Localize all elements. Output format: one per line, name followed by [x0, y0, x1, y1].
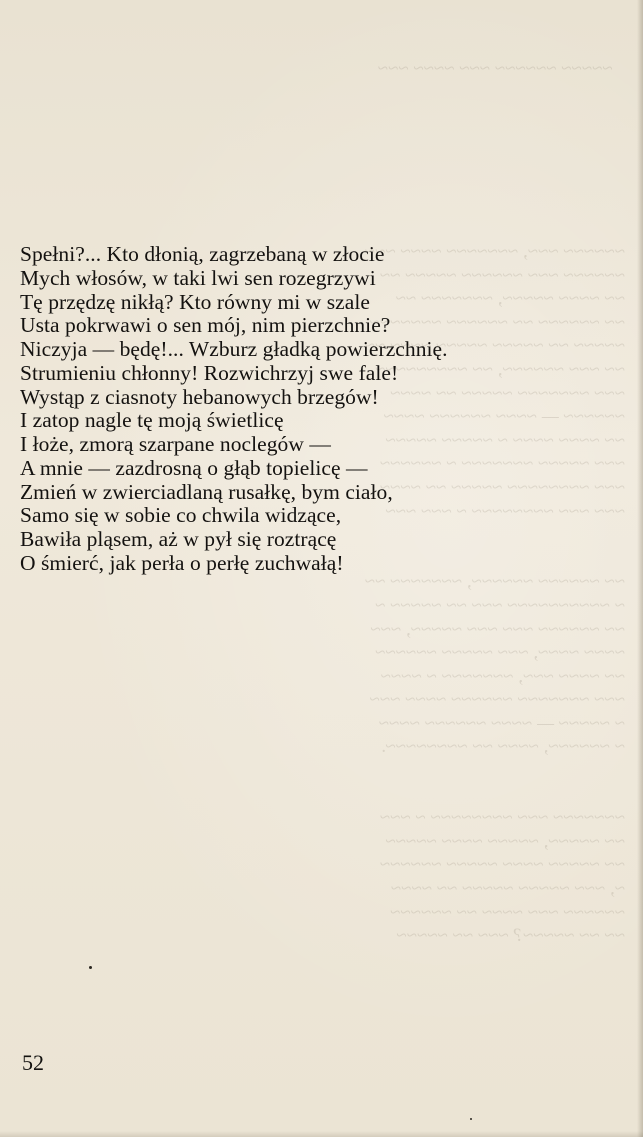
bleed-through-top: ~~~~~ ~~~~~~ ~~~ ~~~~ ~~~ — [378, 58, 613, 79]
poem-stanza — [20, 243, 448, 576]
bleed-through-text: ~~~~~~ ~~~, ~~~~~~~ ~~~~ ~~~ ~~~~~~ ~~~ ~~~~~~ ~~~~~ ~~ ~~ ~~~~ ~~~~~, ~~~~~~~ ~~ ~~ ~~~~~~ ~~ ~~~~~~ ~~~~~~~ ~~~~~ ~~ ~~~~~ ~~~~~ ~~~~ ~~ ~~ ~~~ ~~~~~~, ~~ ~~~~~~~~~ ~~~ ~~~~~~~ ~~~~~ ~~ ~~~~ ~~~~~~ — ~~~~ ~~~~~~ ~~~~ ~~ ~~~~ ~~~~ ~ ~~~~~ ~~~~~ ~~~ ~~~~~ ~~~~~~~ ~ ~~~~~~ ~~~ ~~~~~~~~ ~~~~~ ~~ ~~~~ ~~~ ~~~ ~~~~~~~~ ~ ~~~ ~~~ ~~ ~~~~~~ ~~~~~~, ~~~~~~~ ~~ ~ ~~~~~~~~~~ ~~~ ~~ ~~~~~ ~ ~~ ~~~~~~ ~~~ ~~~ ~~~~~, ~~~ ~~~~ ~~~~, ~~~ ~~~~~ ~~~~~~ ~~ ~~~~ ~~~, ~~~~~~~ ~ ~~~~ ~~~ ~~~~~~~ ~~~~~~ ~~~~ ~~~ ~ ~~~~~ — ~~~~ ~~~~~~ ~~~~ ~ ~~~~~~, ~~~~ ~~ ~~~~~~~~. ~~~~~~~ ~~~ ~~~~~~~~ ~ ~~~ ~~ ~~~~~, ~~~~~ ~~~~ ~~~~~ ~~ ~~~~~ ~~~~ ~~~~~ ~~~~~~ ~, ~~~ ~~~~~ ~~~~~ ~~ ~~~~ ~~~~~~ ~~~ ~~~~ ~~ ~~~~~~ ~~ ~~ ~~~~~? ~~~ ~~ ~~~~~ — [364, 241, 625, 947]
ink-speck — [89, 966, 92, 969]
poem-line: I zatop nagle tę moją świetlicę — [20, 408, 284, 433]
poem-line: Strumieniu chłonny! Rozwichrzyj swe fale! — [20, 360, 399, 385]
page-number: 52 — [22, 1050, 44, 1075]
poem-line: A mnie — zazdrosną o głąb topielicę — — [20, 455, 368, 480]
poem-line: Samo się w sobie co chwila widzące, — [20, 503, 342, 528]
poem-line: Wystąp z ciasnoty hebanowych brzegów! — [20, 384, 379, 409]
poem-line: Tę przędzę nikłą? Kto równy mi w szale — [20, 289, 370, 314]
poem-line: Usta pokrwawi o sen mój, nim pierzchnie? — [20, 313, 391, 338]
poem-line: O śmierć, jak perła o perłę zuchwałą! — [20, 550, 344, 575]
poem-line: Spełni?... Kto dłonią, zagrzebaną w złocie — [20, 242, 385, 266]
poem-line: Zmień w zwierciadlaną rusałkę, bym ciało, — [20, 479, 393, 504]
poem-line: Niczyja — będę!... Wzburz gładką powierzchnię. — [20, 337, 448, 361]
page-edge-shadow — [637, 0, 643, 1137]
poem-line: Bawiła pląsem, aż w pył się roztrącę — [20, 527, 337, 551]
poem-line: I łoże, zmorą szarpane noclegów — — [20, 432, 331, 456]
ink-speck — [470, 1118, 472, 1120]
page-bottom-shadow — [0, 1131, 643, 1137]
poem-line: Mych włosów, w taki lwi sen rozegrzywi — [20, 265, 376, 290]
